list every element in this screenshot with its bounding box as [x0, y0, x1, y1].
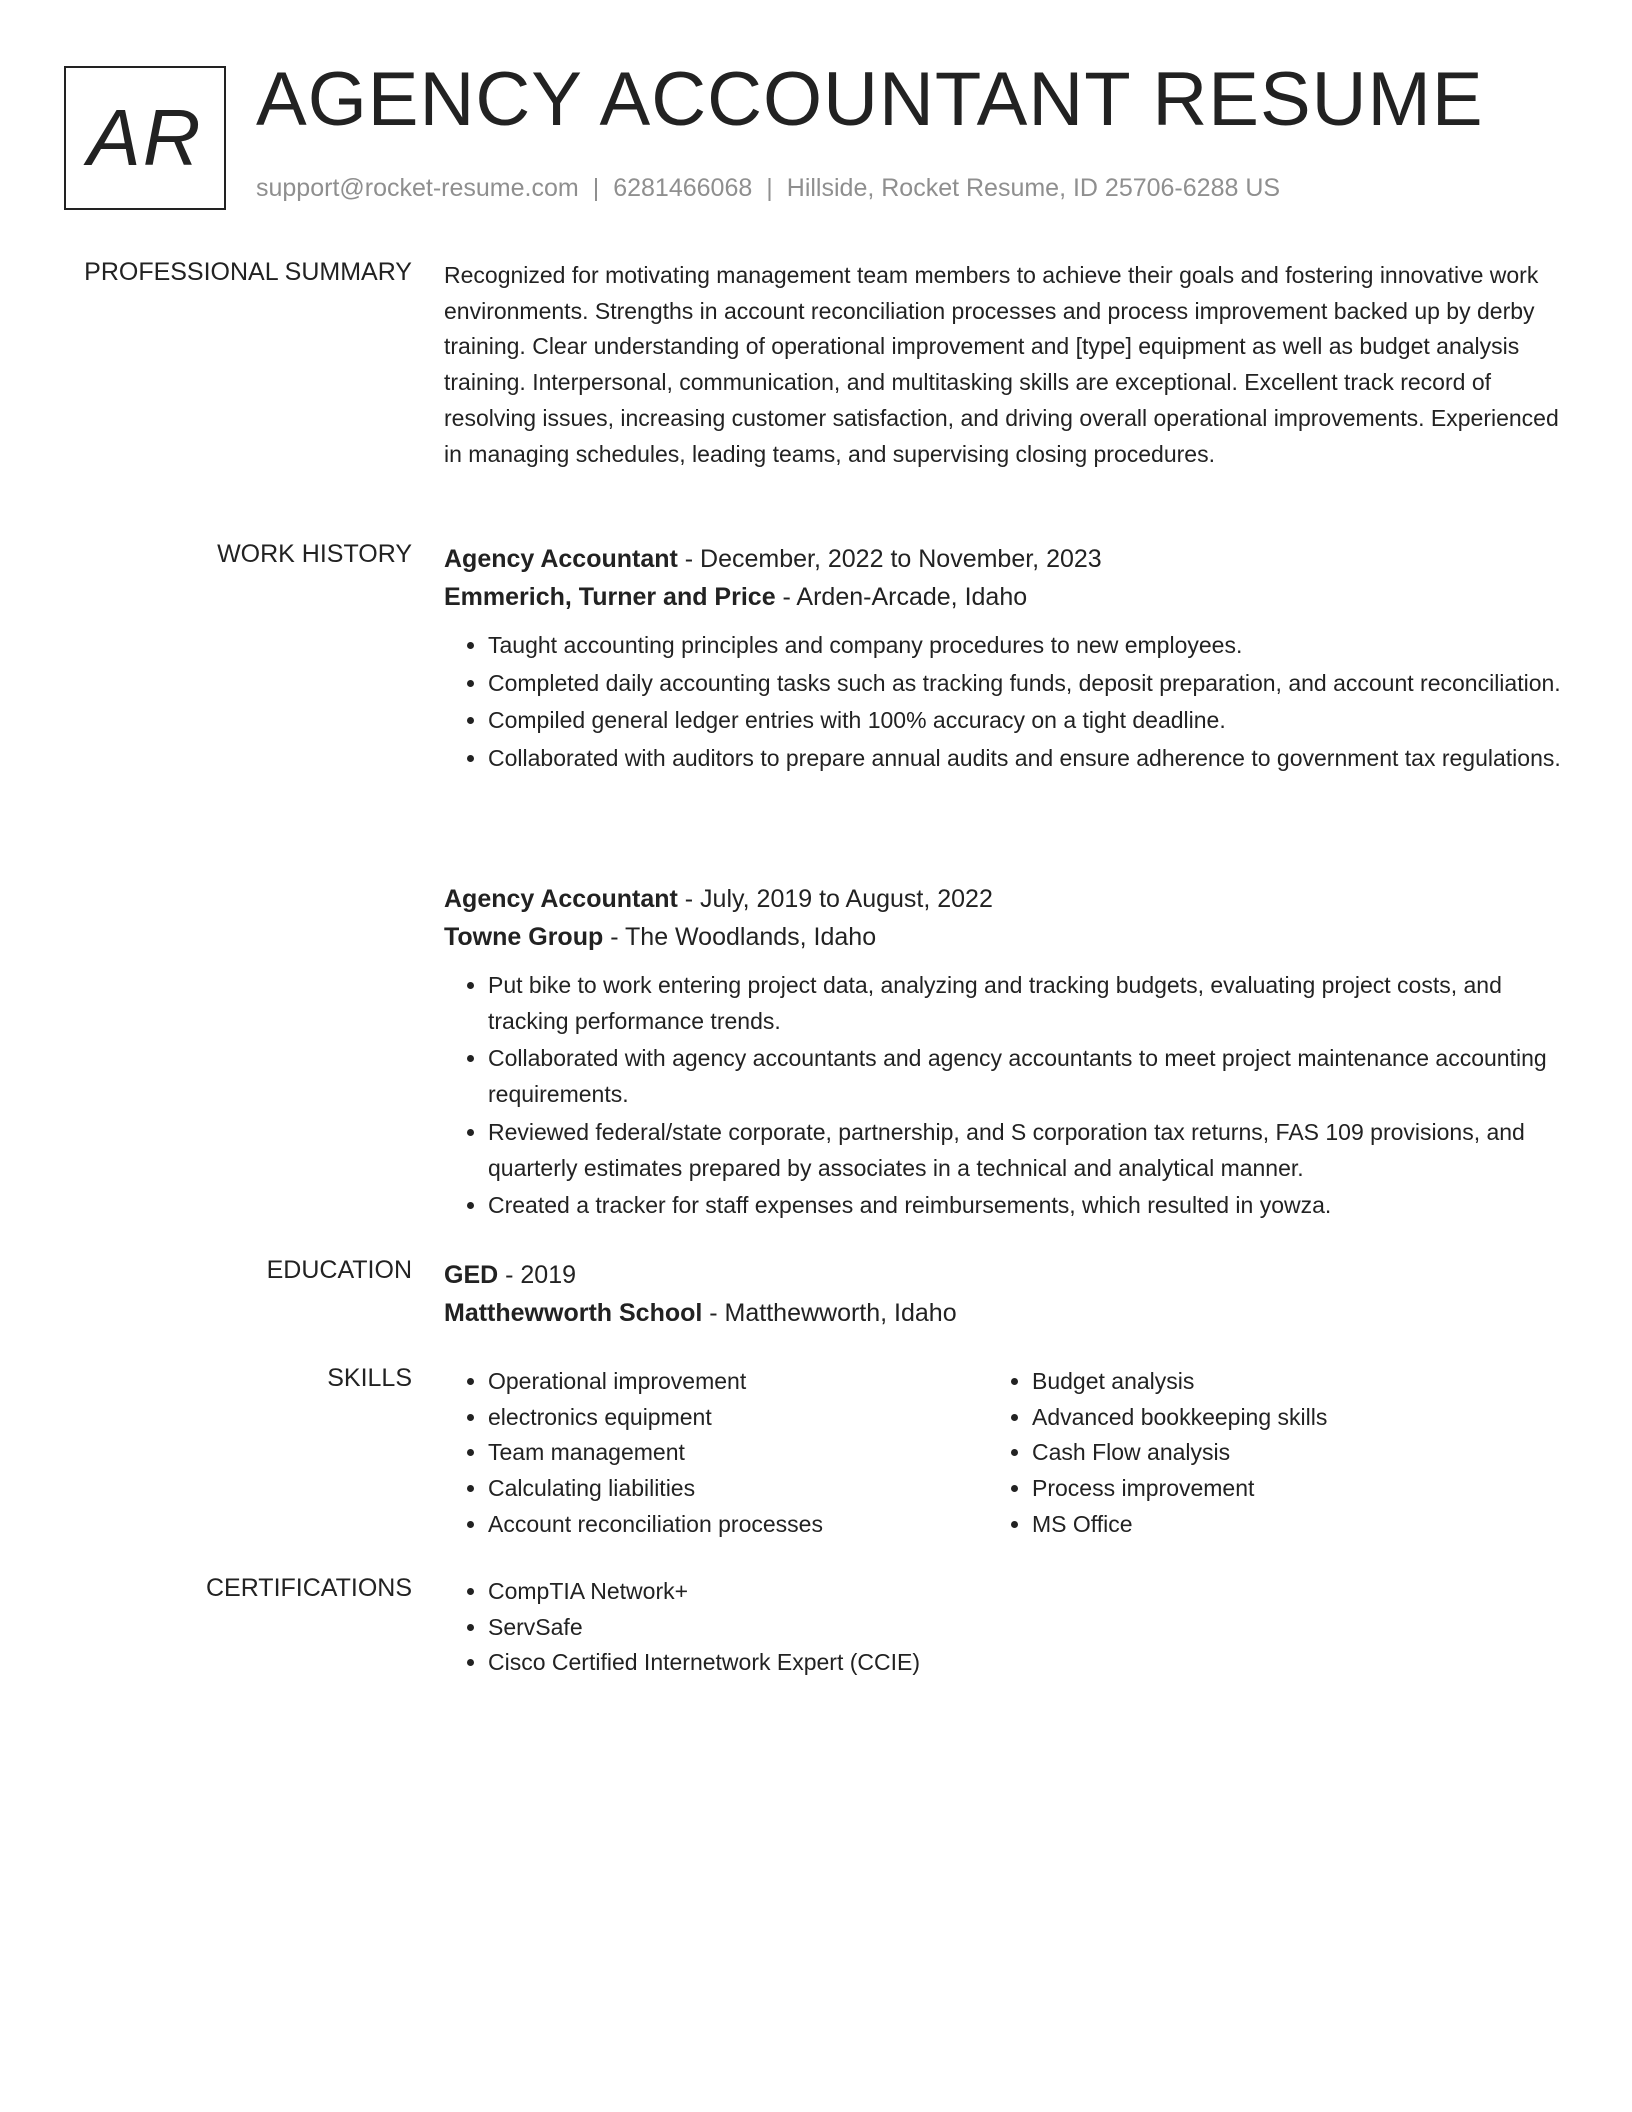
skills-list-left	[444, 1364, 988, 1543]
job-title-line	[444, 540, 1564, 578]
skill-item: • Operational improvement	[488, 1364, 988, 1400]
job-title-line	[444, 880, 1564, 918]
summary-label: PROFESSIONAL SUMMARY	[84, 258, 412, 286]
job-company-line	[444, 578, 1564, 616]
skill-item: • Process improvement	[1032, 1471, 1532, 1507]
job-bullets	[444, 968, 1564, 1224]
job-dates: - December, 2022 to November, 2023	[677, 545, 1102, 573]
certifications-list	[444, 1574, 1564, 1681]
job-bullets	[444, 628, 1564, 777]
skill-item: • MS Office	[1032, 1507, 1532, 1543]
education-degree: GED	[444, 1261, 499, 1289]
summary-body	[444, 258, 1564, 472]
certification-item: • ServSafe	[488, 1610, 1564, 1646]
job-bullet: • Collaborated with agency accountants and agency accountants to meet project maintenance accounting requirements.	[488, 1041, 1564, 1112]
skill-item: • Cash Flow analysis	[1032, 1435, 1532, 1471]
education-degree-line	[444, 1256, 1564, 1294]
education-year: - 2019	[498, 1261, 577, 1289]
job-company-line	[444, 918, 1564, 956]
job-bullet: • Taught accounting principles and company procedures to new employees.	[488, 628, 1564, 664]
education-body	[444, 1256, 1564, 1332]
contact-phone: 6281466068	[613, 174, 753, 202]
contact-separator: |	[766, 174, 773, 202]
certification-item: • CompTIA Network+	[488, 1574, 1564, 1610]
work-body	[444, 540, 1564, 779]
job-location: - Arden-Arcade, Idaho	[775, 583, 1028, 611]
contact-separator: |	[592, 174, 600, 202]
skills-label: SKILLS	[327, 1364, 412, 1392]
certifications-body	[444, 1574, 1564, 1681]
summary-text: Recognized for motivating management team members to achieve their goals and fostering innovative work environments. Strengths in account reconciliation processes and process improvement backed up by derby training. Clear understanding of operational improvement and [type] equipment as well as budget analysis training. Interpersonal, communication, and multitasking skills are exceptional. Excellent track record of resolving issues, increasing customer satisfaction, and driving overall operational improvements. Experienced in managing schedules, leading teams, and supervising closing procedures.	[444, 262, 1559, 467]
job-location: - The Woodlands, Idaho	[603, 923, 877, 951]
job-bullet: • Put bike to work entering project data, analyzing and tracking budgets, evaluating project costs, and tracking performance trends.	[488, 968, 1564, 1039]
education-school-line	[444, 1294, 1564, 1332]
job-title: Agency Accountant	[444, 545, 678, 573]
job-entry	[444, 540, 1564, 777]
skill-item: • Advanced bookkeeping skills	[1032, 1400, 1532, 1436]
job-bullet: • Created a tracker for staff expenses and reimbursements, which resulted in yowza.	[488, 1188, 1564, 1224]
contact-email: support@rocket-resume.com	[256, 174, 579, 202]
monogram: AR	[64, 66, 226, 210]
job-company: Emmerich, Turner and Price	[444, 583, 776, 611]
page-title: AGENCY ACCOUNTANT RESUME	[256, 57, 1484, 142]
skill-item: • Calculating liabilities	[488, 1471, 988, 1507]
job-entry	[444, 880, 1564, 1224]
skill-item: • Team management	[488, 1435, 988, 1471]
work-body	[444, 880, 1564, 1226]
job-dates: - July, 2019 to August, 2022	[677, 885, 993, 913]
job-title: Agency Accountant	[444, 885, 678, 913]
education-school: Matthewworth School	[444, 1299, 703, 1327]
skills-list-right	[988, 1364, 1532, 1543]
contact-line	[256, 174, 1280, 203]
skills-body	[444, 1364, 1564, 1543]
work-label: WORK HISTORY	[217, 540, 412, 568]
skill-item: • Budget analysis	[1032, 1364, 1532, 1400]
job-bullet: • Compiled general ledger entries with 100% accuracy on a tight deadline.	[488, 703, 1564, 739]
job-company: Towne Group	[444, 923, 604, 951]
contact-address: Hillside, Rocket Resume, ID 25706-6288 US	[786, 174, 1281, 202]
skills-columns	[444, 1364, 1564, 1543]
certification-item: • Cisco Certified Internetwork Expert (CCIE)	[488, 1645, 1564, 1681]
job-bullet: • Collaborated with auditors to prepare annual audits and ensure adherence to government tax regulations.	[488, 741, 1564, 777]
education-location: - Matthewworth, Idaho	[702, 1299, 957, 1327]
skill-item: • Account reconciliation processes	[488, 1507, 988, 1543]
job-bullet: • Completed daily accounting tasks such as tracking funds, deposit preparation, and account reconciliation.	[488, 666, 1564, 702]
certifications-label: CERTIFICATIONS	[205, 1574, 412, 1602]
education-label: EDUCATION	[266, 1256, 412, 1284]
skill-item: • electronics equipment	[488, 1400, 988, 1436]
job-bullet: • Reviewed federal/state corporate, partnership, and S corporation tax returns, FAS 109 provisions, and quarterly estimates prepared by associates in a technical and analytical manner.	[488, 1115, 1564, 1186]
